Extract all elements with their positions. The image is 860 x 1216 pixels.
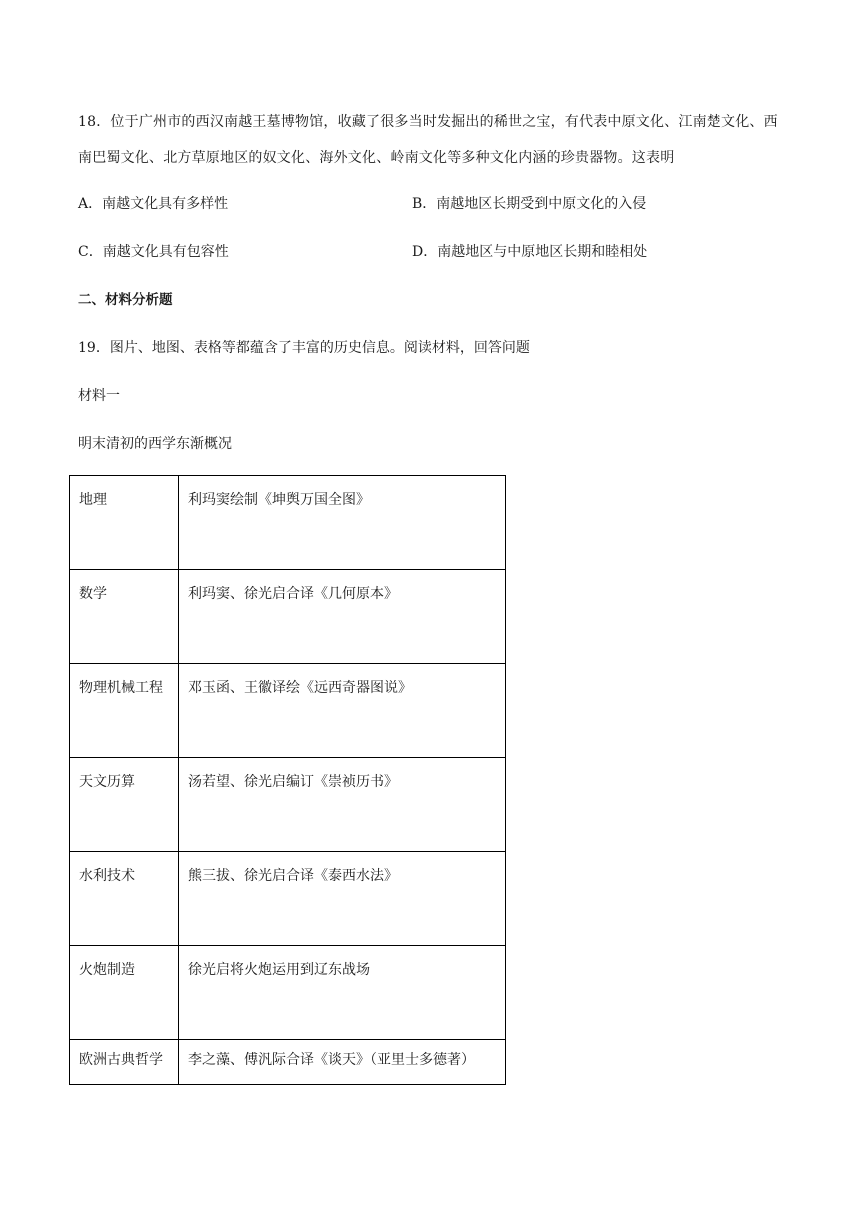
table-row — [70, 476, 506, 570]
question-19-prompt: 19．图片、地图、表格等都蕴含了丰富的历史信息。阅读材料，回答问题 — [78, 340, 530, 356]
table-cell-field: 水利技术 — [70, 852, 179, 946]
table-row — [70, 570, 506, 664]
table-caption: 明末清初的西学东渐概况 — [78, 436, 232, 452]
table-row — [70, 946, 506, 1040]
table-row — [70, 852, 506, 946]
option-a: A．南越文化具有多样性 — [78, 196, 229, 212]
table-cell-content: 徐光启将火炮运用到辽东战场 — [179, 946, 506, 1040]
option-c: C．南越文化具有包容性 — [78, 244, 229, 260]
table-cell-field: 天文历算 — [70, 758, 179, 852]
table-row — [70, 1040, 506, 1085]
table-cell-field: 物理机械工程 — [70, 664, 179, 758]
table-cell-content: 利玛窦、徐光启合译《几何原本》 — [179, 570, 506, 664]
table-cell-field: 地理 — [70, 476, 179, 570]
table-cell-field: 欧洲古典哲学 — [70, 1040, 179, 1085]
material-label: 材料一 — [78, 388, 120, 404]
table-cell-content: 利玛窦绘制《坤舆万国全图》 — [179, 476, 506, 570]
table-row — [70, 664, 506, 758]
table-cell-field: 火炮制造 — [70, 946, 179, 1040]
table-cell-field: 数学 — [70, 570, 179, 664]
table-cell-content: 邓玉函、王徽译绘《远西奇器图说》 — [179, 664, 506, 758]
section-heading: 二、材料分析题 — [78, 292, 173, 308]
question-18-text: 18．位于广州市的西汉南越王墓博物馆，收藏了很多当时发掘出的稀世之宝，有代表中原文化、江南楚文化、西南巴蜀文化、北方草原地区的奴文化、海外文化、岭南文化等多种文化内涵的珍贵器物。这表明 — [78, 114, 778, 166]
table-cell-content: 李之藻、傅汎际合译《谈天》（亚里士多德著） — [179, 1040, 506, 1085]
table-cell-content: 熊三拔、徐光启合译《泰西水法》 — [179, 852, 506, 946]
table-row — [70, 758, 506, 852]
table-cell-content: 汤若望、徐光启编订《崇祯历书》 — [179, 758, 506, 852]
west-learning-table — [69, 475, 506, 1085]
option-b: B．南越地区长期受到中原文化的入侵 — [412, 196, 647, 212]
option-d: D．南越地区与中原地区长期和睦相处 — [412, 244, 648, 260]
